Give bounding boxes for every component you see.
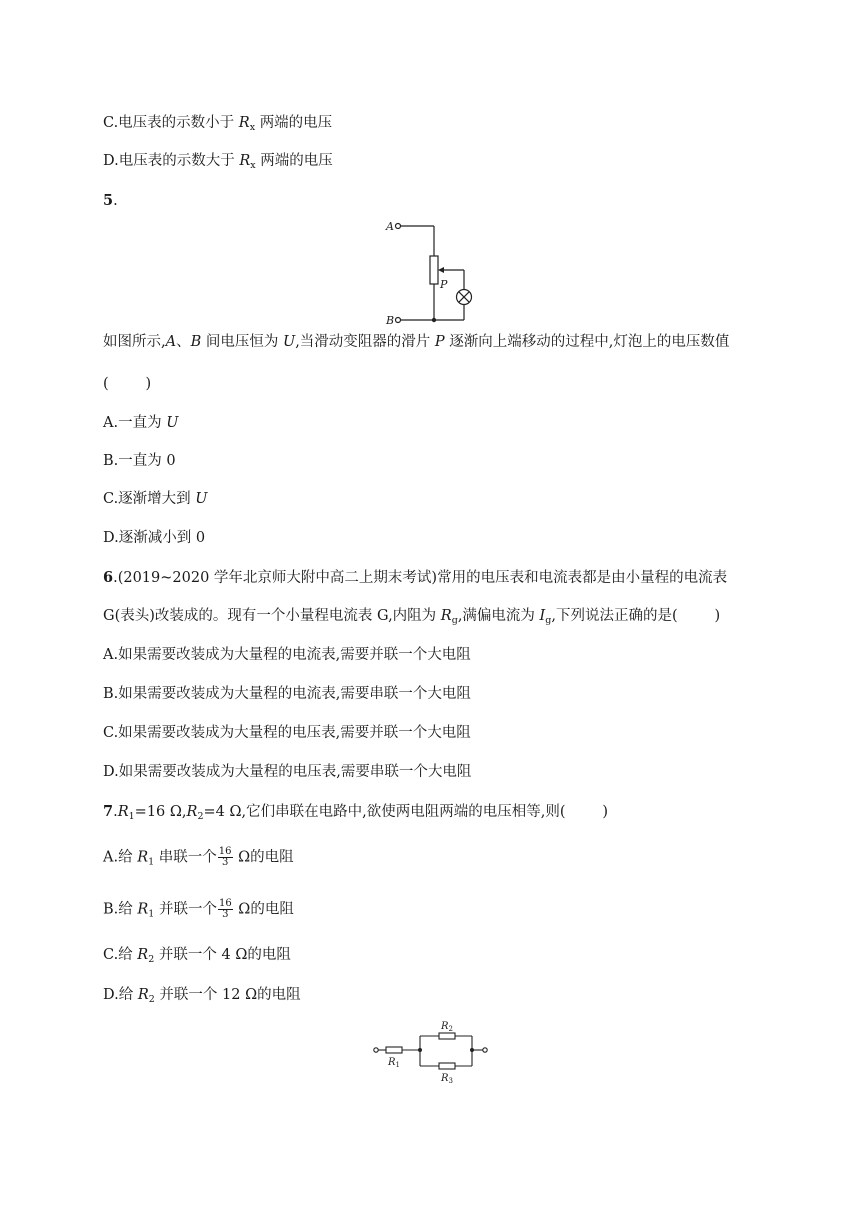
stem-text: =4 Ω,它们串联在电路中,欲使两电阻两端的电压相等,则( ) xyxy=(203,804,609,820)
subscript: g xyxy=(545,615,552,626)
variable: A xyxy=(165,334,177,350)
question-number: 7 xyxy=(103,803,114,820)
label-r2 xyxy=(440,1021,453,1033)
option-text: Ω的电阻 xyxy=(233,901,294,918)
q5-stem xyxy=(103,332,729,352)
option-text: 并联一个 xyxy=(158,901,217,918)
stem-text: 如图所示, xyxy=(103,334,166,350)
option-text: D.给 xyxy=(103,987,138,1003)
variable: R xyxy=(238,115,250,131)
q7-option-c xyxy=(103,945,291,970)
subscript: 2 xyxy=(148,954,155,965)
option-text: C.逐渐增大到 xyxy=(103,491,196,507)
option-text: 并联一个 12 Ω的电阻 xyxy=(159,987,301,1003)
stem-text: 间电压恒为 xyxy=(201,334,283,350)
subscript: 3 xyxy=(448,1077,453,1085)
subscript: x xyxy=(250,160,256,171)
number-suffix: . xyxy=(113,193,118,209)
denominator: 3 xyxy=(222,909,229,920)
variable: R xyxy=(137,987,149,1003)
option-text: 两端的电压 xyxy=(259,115,333,131)
denominator: 3 xyxy=(221,857,229,868)
q4-option-c xyxy=(103,113,332,138)
variable: B xyxy=(190,334,202,350)
q5-option-b: B.一直为 0 xyxy=(103,453,176,469)
subscript: g xyxy=(451,615,458,626)
q5-answer-paren: ( ) xyxy=(103,376,152,392)
option-text: A.给 xyxy=(103,849,138,866)
q5-number xyxy=(103,191,118,211)
terminal-left xyxy=(374,1048,378,1052)
stem-text: ,当滑动变阻器的滑片 xyxy=(295,334,435,350)
rheostat xyxy=(430,256,438,284)
q6-option-a: A.如果需要改装成为大量程的电流表,需要并联一个大电阻 xyxy=(103,647,471,663)
subscript: 2 xyxy=(448,1025,453,1033)
option-text: D.电压表的示数大于 xyxy=(103,153,235,169)
q7-option-a xyxy=(103,847,294,873)
subscript: 2 xyxy=(197,811,204,822)
terminal-a xyxy=(396,224,401,229)
q6-option-d: D.如果需要改装成为大量程的电压表,需要串联一个大电阻 xyxy=(103,764,472,780)
terminal-b xyxy=(396,318,401,323)
q4-option-d xyxy=(103,151,333,176)
stem-text: . xyxy=(113,804,118,820)
junction-dot xyxy=(470,1048,474,1052)
option-text: C.电压表的示数小于 xyxy=(103,115,235,131)
slider-arrow xyxy=(438,267,444,273)
question-number: 6 xyxy=(103,569,114,586)
variable: R xyxy=(388,1057,396,1068)
variable: R xyxy=(137,901,149,918)
numerator: 16 xyxy=(218,846,232,857)
q6-option-c: C.如果需要改装成为大量程的电压表,需要并联一个大电阻 xyxy=(103,725,471,741)
variable: R xyxy=(117,804,129,820)
resistor-r1 xyxy=(386,1047,402,1053)
variable: P xyxy=(434,334,445,350)
subscript: 1 xyxy=(395,1061,400,1069)
q6-option-b: B.如果需要改装成为大量程的电流表,需要串联一个大电阻 xyxy=(103,686,471,702)
q7-stem xyxy=(103,802,608,827)
junction-dot xyxy=(432,318,436,322)
q6-stem-line1 xyxy=(103,568,727,588)
option-text: A.一直为 xyxy=(103,415,167,431)
numerator: 16 xyxy=(218,898,232,909)
variable: R xyxy=(441,1073,449,1084)
option-text: B.给 xyxy=(103,901,138,918)
label-r3 xyxy=(440,1073,453,1085)
label-p: P xyxy=(440,278,448,291)
q7-option-b xyxy=(103,899,294,925)
label-b: B xyxy=(386,314,395,327)
subscript: 1 xyxy=(148,908,155,920)
junction-dot xyxy=(418,1048,422,1052)
q7-option-d xyxy=(103,985,301,1010)
stem-text: 逐渐向上端移动的过程中,灯泡上的电压数值 xyxy=(444,334,730,350)
option-text: 两端的电压 xyxy=(260,153,333,169)
fraction xyxy=(218,899,233,920)
stem-text: ,满偏电流为 xyxy=(457,608,540,624)
resistor-r3 xyxy=(439,1063,455,1069)
fraction xyxy=(218,847,233,868)
variable: R xyxy=(137,849,149,866)
stem-text: G(表头)改装成的。现有一个小量程电流表 G,内阻为 xyxy=(103,608,441,624)
variable: R xyxy=(440,608,452,624)
q5-circuit-figure xyxy=(380,212,480,327)
stem-text: 、 xyxy=(176,334,191,350)
subscript: x xyxy=(249,122,256,133)
variable: U xyxy=(166,415,179,431)
q6-stem-line2 xyxy=(103,606,720,631)
q5-option-a xyxy=(103,413,178,433)
variable: U xyxy=(195,491,208,507)
label-r1 xyxy=(387,1057,400,1069)
subscript: 2 xyxy=(148,994,155,1005)
variable: R xyxy=(137,947,149,963)
q7-circuit-figure xyxy=(368,1016,493,1088)
stem-text: ,下列说法正确的是( ) xyxy=(551,608,721,624)
option-text: Ω的电阻 xyxy=(233,849,294,866)
q5-option-d: D.逐渐减小到 0 xyxy=(103,530,206,546)
variable: R xyxy=(186,804,198,820)
terminal-right xyxy=(483,1048,487,1052)
variable: R xyxy=(441,1021,449,1032)
option-text: 串联一个 xyxy=(158,849,217,866)
option-text: C.给 xyxy=(103,947,138,963)
variable: R xyxy=(239,153,251,169)
stem-text: =16 Ω, xyxy=(134,804,187,820)
variable: I xyxy=(539,608,546,624)
q5-option-c xyxy=(103,489,208,509)
subscript: 1 xyxy=(148,856,155,868)
stem-text: .(2019~2020 学年北京师大附中高二上期末考试)常用的电压表和电流表都是由小量程的电流表 xyxy=(113,570,728,586)
resistor-r2 xyxy=(439,1033,455,1039)
question-number: 5 xyxy=(103,192,114,209)
subscript: 1 xyxy=(128,811,135,822)
variable: U xyxy=(282,334,296,350)
label-a: A xyxy=(386,220,394,233)
option-text: 并联一个 4 Ω的电阻 xyxy=(158,947,291,963)
